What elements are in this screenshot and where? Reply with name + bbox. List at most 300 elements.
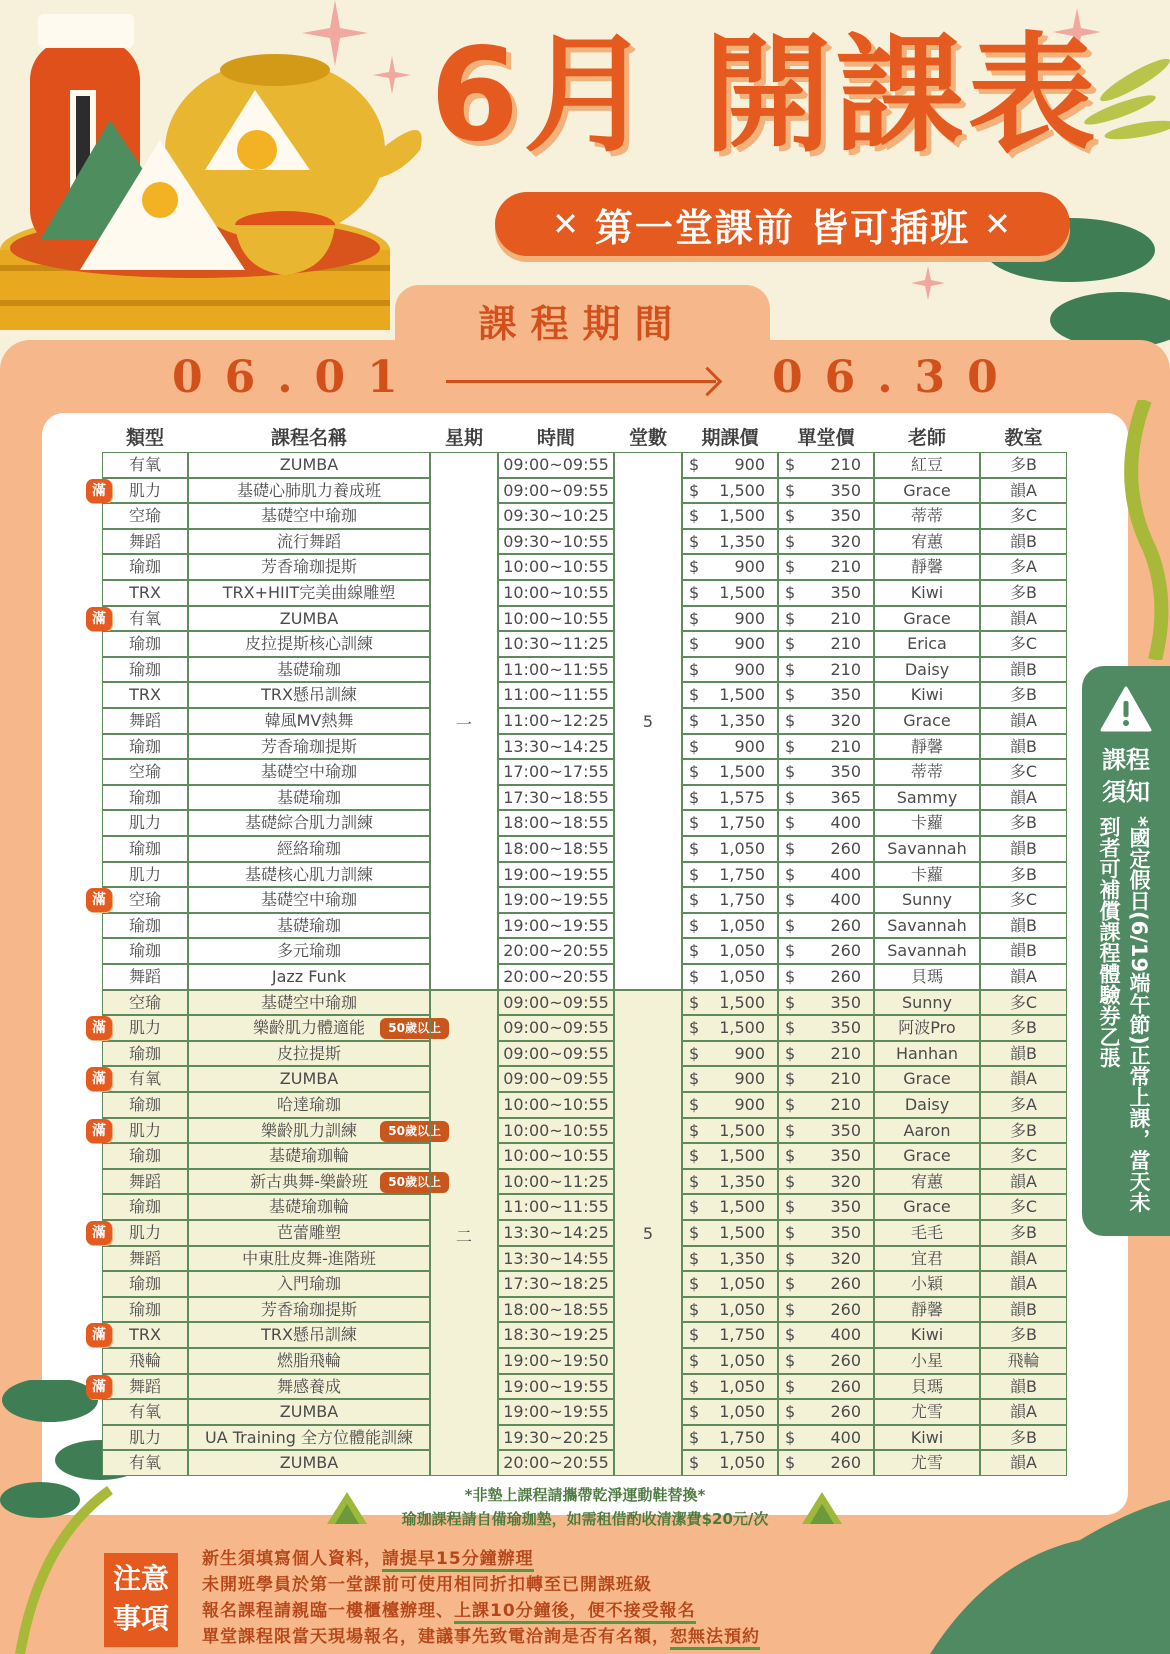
currency-symbol: $ [689,634,700,654]
cell-time: 13:30~14:25 [498,1220,614,1246]
cell-name [188,836,430,862]
cell-time: 19:00~19:50 [498,1348,614,1374]
sessions-value: 5 [642,711,654,731]
mat-reminder: 瑜珈課程請自備瑜珈墊，如需租借酌收清潔費$20元/次 [401,1510,769,1528]
single-price: 350 [830,762,861,782]
cell-type: 肌力 [102,1118,188,1144]
cell-room: 韻A [980,964,1067,990]
cell-room: 多B [980,1118,1067,1144]
cell-time: 17:00~17:55 [498,759,614,785]
table-row [102,862,1067,888]
cell-term [682,452,778,478]
single-price: 350 [830,506,861,526]
currency-symbol: $ [689,1325,700,1345]
currency-symbol: $ [785,1453,796,1473]
single-price: 260 [830,1453,861,1473]
cell-term [682,631,778,657]
currency-symbol: $ [689,864,700,884]
currency-symbol: $ [689,1197,700,1217]
table-row [92,1374,1067,1400]
single-price: 260 [830,1299,861,1319]
cell-single [778,734,874,760]
course-name: 基礎空中瑜珈 [260,890,357,910]
cell-type: 舞蹈 [102,964,188,990]
term-price: 1,050 [719,839,765,858]
currency-symbol: $ [785,1146,796,1166]
cell-type: 瑜珈 [102,913,188,939]
cell-term [682,1220,778,1246]
currency-symbol: $ [689,1274,700,1294]
note-highlight: 上課10分鐘後，便不接受報名 [454,1601,696,1624]
cell-teacher: Grace [874,606,980,632]
start-date: 06.01 [172,352,420,403]
cell-time: 11:00~11:55 [498,657,614,683]
table-row [92,1015,1067,1041]
cell-room: 多C [980,1194,1067,1220]
cell-term [682,990,778,1016]
currency-symbol: $ [689,480,700,500]
currency-symbol: $ [689,583,700,602]
cell-room: 多B [980,452,1067,478]
cell-room: 韻A [980,478,1067,504]
currency-symbol: $ [689,1351,700,1370]
table-row [102,785,1067,811]
course-name: 中東肚皮舞-進階班 [242,1248,376,1268]
cell-term [682,1246,778,1272]
currency-symbol: $ [785,1325,796,1345]
course-name: TRX懸吊訓練 [261,685,357,705]
cell-term [682,862,778,888]
cell-type: 瑜珈 [102,554,188,580]
cell-single [778,785,874,811]
course-name: 舞感養成 [276,1376,341,1396]
currency-symbol: $ [689,685,700,705]
currency-symbol: $ [785,1095,796,1114]
cell-single [778,1194,874,1220]
table-row [92,1220,1067,1246]
currency-symbol: $ [689,736,700,756]
sessions-value: 5 [642,1223,654,1243]
currency-symbol: $ [785,1197,796,1217]
cell-single [778,913,874,939]
course-name: UA Training 全方位體能訓練 [205,1427,413,1447]
single-price: 260 [830,915,861,935]
currency-symbol: $ [785,506,796,526]
course-name: 基礎心肺肌力養成班 [236,480,381,500]
term-price: 1,050 [719,1299,765,1319]
cell-single [778,682,874,708]
table-row [102,1271,1067,1297]
course-name: 基礎瑜珈輪 [268,1197,349,1217]
single-price: 260 [830,839,861,858]
cell-room: 韻A [980,1450,1067,1476]
cell-room: 韻B [980,529,1067,555]
cell-name [188,1220,430,1246]
cell-room: 韻B [980,1041,1067,1067]
term-price: 900 [734,557,765,577]
currency-symbol: $ [785,1069,796,1089]
header-term-price: 期課價 [701,427,759,449]
cell-teacher: Sunny [874,990,980,1016]
cell-teacher: Savannah [874,913,980,939]
notice-title-line1: 課程 [1102,746,1150,774]
table-row [102,580,1067,606]
term-price: 1,500 [719,992,765,1012]
cell-single [778,1374,874,1400]
cell-room: 韻A [980,1271,1067,1297]
currency-symbol: $ [785,864,796,884]
cell-name [188,1015,441,1041]
end-date: 06.30 [772,352,1020,403]
single-price: 320 [830,1171,861,1191]
cell-single [778,1450,874,1476]
notice-title-line2: 須知 [1102,778,1150,806]
cell-name [188,1118,441,1144]
cell-name [188,1169,441,1195]
cell-time: 18:30~19:25 [498,1322,614,1348]
cell-single [778,1092,874,1118]
course-name: TRX懸吊訓練 [261,1325,357,1345]
cell-time: 10:00~10:55 [498,554,614,580]
single-price: 400 [830,813,861,833]
currency-symbol: $ [785,1120,796,1140]
full-badge: 滿 [86,1323,112,1347]
cell-name [188,1041,430,1067]
cell-room: 多B [980,1322,1067,1348]
cell-teacher: 卡蘿 [874,810,980,836]
cell-type: 有氧 [102,452,188,478]
currency-symbol: $ [785,890,796,910]
cell-type: 肌力 [102,1220,188,1246]
cell-teacher: Erica [874,631,980,657]
term-price: 900 [734,659,765,679]
single-price: 350 [830,685,861,705]
shoe-reminder: *非墊上課程請攜帶乾淨運動鞋替換* [464,1486,706,1504]
cell-name [188,734,430,760]
cell-time: 09:00~09:55 [498,1041,614,1067]
cell-name [188,708,430,734]
cell-name [188,1348,430,1374]
cell-name [188,887,430,913]
course-name: 經絡瑜珈 [276,839,341,858]
cell-teacher: 阿波Pro [874,1015,980,1041]
note-text: 未開班學員於第一堂課前可使用相同折扣轉至已開課班級 [202,1575,652,1595]
cell-room: 韻B [980,913,1067,939]
cell-teacher: Daisy [874,657,980,683]
weekday-cell [430,990,498,1476]
table-row [102,1425,1067,1451]
insert-class-banner [495,192,1070,256]
course-name: 基礎瑜珈輪 [268,1146,349,1166]
cell-time: 09:00~09:55 [498,990,614,1016]
note-highlight: 恕無法預約 [670,1627,760,1650]
table-row [92,1118,1067,1144]
cell-time: 11:00~11:55 [498,682,614,708]
cell-single [778,964,874,990]
term-price: 1,050 [719,1351,765,1370]
course-name: 基礎瑜珈 [276,659,341,679]
table-row [92,1322,1067,1348]
currency-symbol: $ [689,839,700,858]
currency-symbol: $ [785,1248,796,1268]
cell-time: 20:00~20:55 [498,1450,614,1476]
cell-room: 多B [980,682,1067,708]
currency-symbol: $ [785,1402,796,1422]
currency-symbol: $ [689,1453,700,1473]
cell-teacher: Grace [874,1143,980,1169]
arrow-right-icon [446,380,716,383]
course-name: ZUMBA [279,1069,339,1089]
single-price: 260 [830,1402,861,1422]
term-price: 1,575 [719,787,765,807]
cell-teacher: Savannah [874,938,980,964]
term-price: 1,500 [719,1120,765,1140]
date-range [0,352,1170,412]
currency-symbol: $ [785,736,796,756]
cell-term [682,606,778,632]
table-row [102,913,1067,939]
single-price: 260 [830,1274,861,1294]
currency-symbol: $ [785,992,796,1012]
header-sessions: 堂數 [628,427,667,449]
single-price: 350 [830,480,861,500]
cell-single [778,1041,874,1067]
currency-symbol: $ [785,1274,796,1294]
cell-single [778,1322,874,1348]
currency-symbol: $ [689,1146,700,1166]
cell-time: 10:00~10:55 [498,1118,614,1144]
cell-single [778,1143,874,1169]
single-price: 400 [830,1427,861,1447]
note-text: 新生須填寫個人資料， [202,1549,382,1569]
term-price: 1,350 [719,1171,765,1191]
single-price: 350 [830,1018,861,1038]
cell-room: 多C [980,990,1067,1016]
note-text: 單堂課程限當天現場報名，建議事先致電洽詢是否有名額， [202,1627,670,1647]
term-price: 900 [734,634,765,654]
course-name: 基礎瑜珈 [276,787,341,807]
cell-single [778,529,874,555]
cell-time: 19:00~19:55 [498,862,614,888]
course-name: ZUMBA [279,1402,339,1422]
full-badge: 滿 [86,1067,112,1091]
table-header [0,413,1170,453]
cell-time: 13:30~14:25 [498,734,614,760]
cell-teacher: Grace [874,478,980,504]
cell-time: 10:00~10:55 [498,1092,614,1118]
cell-type: 飛輪 [102,1348,188,1374]
cell-term [682,529,778,555]
full-badge: 滿 [86,479,112,503]
weekday-value: 一 [455,714,472,734]
cell-single [778,1425,874,1451]
course-notice-tab [1082,666,1170,1236]
cell-teacher: 宥蕙 [874,529,980,555]
cell-name [188,785,430,811]
cell-type: 舞蹈 [102,529,188,555]
currency-symbol: $ [689,941,700,961]
currency-symbol: $ [689,1043,700,1063]
course-name: TRX+HIIT完美曲線雕塑 [222,583,396,602]
cell-time: 17:30~18:55 [498,785,614,811]
term-price: 1,750 [719,864,765,884]
cell-room: 韻B [980,657,1067,683]
cell-name [188,580,430,606]
currency-symbol: $ [689,506,700,526]
attention-note [202,1624,1102,1650]
header-single-price: 單堂價 [797,427,855,449]
cell-name [188,1143,430,1169]
cell-room: 韻B [980,1297,1067,1323]
course-name: 樂齡肌力體適能 [252,1018,365,1038]
table-row [102,452,1067,478]
table-row [102,836,1067,862]
cell-room: 韻A [980,1399,1067,1425]
single-price: 320 [830,531,861,551]
currency-symbol: $ [689,1120,700,1140]
cell-term [682,1118,778,1144]
cell-teacher: 蒂蒂 [874,759,980,785]
attention-line2: 事項 [112,1602,169,1635]
cell-single [778,503,874,529]
cell-room: 韻B [980,836,1067,862]
attention-note [202,1572,1102,1598]
age-tag: 50歲以上 [380,1018,449,1039]
single-price: 210 [830,1043,861,1063]
single-price: 400 [830,890,861,910]
cell-teacher: 小穎 [874,1271,980,1297]
cell-time: 19:00~19:55 [498,913,614,939]
cell-type: 瑜珈 [102,1194,188,1220]
currency-symbol: $ [785,915,796,935]
attention-note [202,1598,1102,1624]
cell-name [188,478,430,504]
cell-term [682,785,778,811]
course-name: 芭蕾雕塑 [276,1223,341,1242]
attention-notes [202,1546,1102,1650]
cell-type: 肌力 [102,810,188,836]
cell-term [682,1271,778,1297]
cell-term [682,1015,778,1041]
cell-teacher: Kiwi [874,682,980,708]
cell-time: 13:30~14:55 [498,1246,614,1272]
table-row [102,964,1067,990]
term-price: 1,050 [719,1274,765,1294]
cell-name [188,1066,430,1092]
single-price: 350 [830,992,861,1012]
cell-single [778,1246,874,1272]
currency-symbol: $ [785,1299,796,1319]
table-row [92,887,1067,913]
currency-symbol: $ [689,1427,700,1447]
cell-time: 09:00~09:55 [498,1015,614,1041]
cell-name [188,990,430,1016]
cell-single [778,862,874,888]
cell-single [778,452,874,478]
cell-room: 多B [980,862,1067,888]
cell-room: 韻A [980,1246,1067,1272]
cell-single [778,580,874,606]
cell-term [682,503,778,529]
cell-type: 肌力 [102,478,188,504]
single-price: 350 [830,583,861,602]
cell-teacher: 貝瑪 [874,1374,980,1400]
cell-time: 19:00~19:55 [498,887,614,913]
cell-teacher: 靜馨 [874,734,980,760]
course-name: 哈達瑜珈 [276,1095,341,1114]
cell-teacher: 尤雪 [874,1450,980,1476]
cell-type: 瑜珈 [102,1297,188,1323]
currency-symbol: $ [785,659,796,679]
cell-teacher: 靜馨 [874,1297,980,1323]
single-price: 210 [830,1069,861,1089]
single-price: 260 [830,1351,861,1370]
cell-type: 舞蹈 [102,1374,188,1400]
cell-name [188,810,430,836]
currency-symbol: $ [785,762,796,782]
cell-type: 有氧 [102,1399,188,1425]
cell-teacher: Aaron [874,1118,980,1144]
cell-room: 多A [980,554,1067,580]
cell-type: 瑜珈 [102,785,188,811]
currency-symbol: $ [785,711,796,730]
table-row [102,990,1067,1016]
cell-type: 肌力 [102,862,188,888]
single-price: 210 [830,659,861,679]
cell-name [188,452,430,478]
cell-type: TRX [102,1322,188,1348]
header-room: 教室 [1004,427,1043,449]
warning-icon [1100,686,1152,732]
cell-name [188,503,430,529]
currency-symbol: $ [785,480,796,500]
cell-type: 肌力 [102,1015,188,1041]
single-price: 320 [830,1248,861,1268]
cell-single [778,1169,874,1195]
course-name: 新古典舞-樂齡班 [250,1171,368,1191]
cell-teacher: Daisy [874,1092,980,1118]
cell-teacher: 宥蕙 [874,1169,980,1195]
cell-room: 韻A [980,1169,1067,1195]
course-name: 基礎空中瑜珈 [260,506,357,526]
cell-room: 韻B [980,1374,1067,1400]
cell-single [778,810,874,836]
cell-type: 舞蹈 [102,1169,188,1195]
table-row [102,708,1067,734]
weekday-value: 二 [455,1226,472,1246]
single-price: 350 [830,1197,861,1217]
cell-single [778,708,874,734]
cell-room: 韻B [980,734,1067,760]
full-badge: 滿 [86,888,112,912]
table-row [102,1041,1067,1067]
cell-teacher: 紅豆 [874,452,980,478]
table-row [102,734,1067,760]
cell-room: 多C [980,759,1067,785]
course-name: ZUMBA [279,1453,339,1473]
table-row [102,529,1067,555]
cell-name [188,1092,430,1118]
single-price: 210 [830,1095,861,1114]
term-price: 1,500 [719,1146,765,1166]
single-price: 210 [830,736,861,756]
cell-term [682,734,778,760]
currency-symbol: $ [689,992,700,1012]
single-price: 210 [830,557,861,577]
cell-type: 瑜珈 [102,631,188,657]
age-tag: 50歲以上 [380,1172,449,1193]
weekday-cell [430,452,498,990]
